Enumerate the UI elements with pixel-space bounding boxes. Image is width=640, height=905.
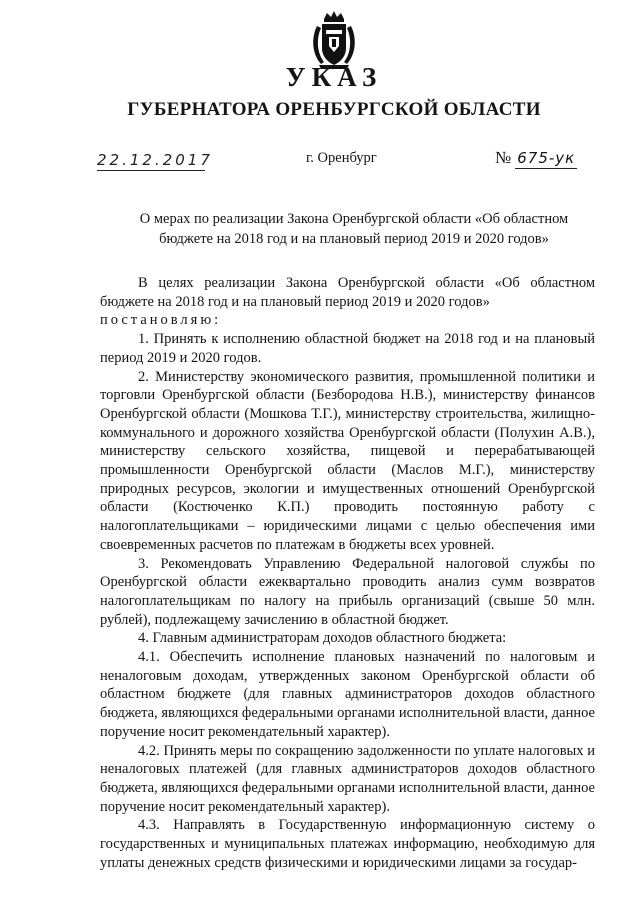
item-paragraph: 4.1. Обеспечить исполнение плановых назначений по налоговым и неналоговым доходам, утвержденных законом Оренбургской области об областном бюджете (для главных администраторов доходов областного бюджета, являющихся федеральными органами исполнительной власти, данное поручение носит рекомендательный характер). — [100, 649, 595, 740]
preamble-paragraph: В целях реализации Закона Оренбургской области «Об областном бюджете на 2018 год и на плановый период 2019 и 2020 годов» — [100, 275, 595, 310]
decree-word: постановляю: — [100, 312, 222, 329]
item-paragraph: 4.2. Принять меры по сокращению задолженности по уплате налоговых и неналоговых платежей (для главных администраторов доходов областного бюджета, являющихся федеральными органами исполнительной власти, данное поручение носит рекомендательный характер). — [100, 742, 595, 815]
decree-date: 22.12.2017 — [97, 151, 213, 169]
decree-city: г. Оренбург — [306, 150, 377, 166]
item-paragraph: 2. Министерству экономического развития, промышленной политики и торговли Оренбургской области (Безбородова Н.В.), министерству финансов Оренбургской области (Мошкова Т.Г.), министерству строительства, жилищно-коммунального и дорожного хозяйства Оренбургской области (Полухин А.В.), министерству сельского хозяйства, пищевой и перерабатывающей промышленности Оренбургской области (Маслов М.Г.), министерству природных ресурсов, экологии и имущественных отношений Оренбургской области (Костюченко К.П.) проводить постоянную работу с налогоплательщиками – юридическими лицами с целью обеспечения ими своевременных расчетов по платежам в бюджеты всех уровней. — [100, 368, 595, 553]
decree-number-value: 675-ук — [517, 149, 576, 167]
decree-body — [100, 274, 595, 873]
item-paragraph: 4. Главным администраторам доходов областного бюджета: — [138, 630, 507, 647]
item-paragraph: 3. Рекомендовать Управлению Федеральной налоговой службы по Оренбургской области ежеквартально проводить анализ сумм возвратов налогоплательщикам по налогу на прибыль организаций (свыше 50 млн. рублей), подлежащему зачислению в областной бюджет. — [100, 555, 595, 628]
decree-number — [495, 148, 577, 168]
issuer-heading: ГУБЕРНАТОРА ОРЕНБУРГСКОЙ ОБЛАСТИ — [127, 99, 541, 120]
number-sign: № — [495, 148, 512, 167]
decree-title: О мерах по реализации Закона Оренбургской области «Об областном бюджете на 2018 год и на плановый период 2019 и 2020 годов» — [139, 211, 569, 247]
item-paragraph: 4.3. Направлять в Государственную информационную систему о государственных и муниципальных платежах информацию, необходимую для уплаты денежных средств физическими и юридическими лицами за государ- — [100, 817, 595, 871]
item-paragraph: 1. Принять к исполнению областной бюджет на 2018 год и на плановый период 2019 и 2020 годов. — [100, 331, 595, 366]
document-type-heading: УКАЗ — [285, 62, 383, 92]
orenburg-coat-of-arms-icon — [307, 10, 361, 70]
